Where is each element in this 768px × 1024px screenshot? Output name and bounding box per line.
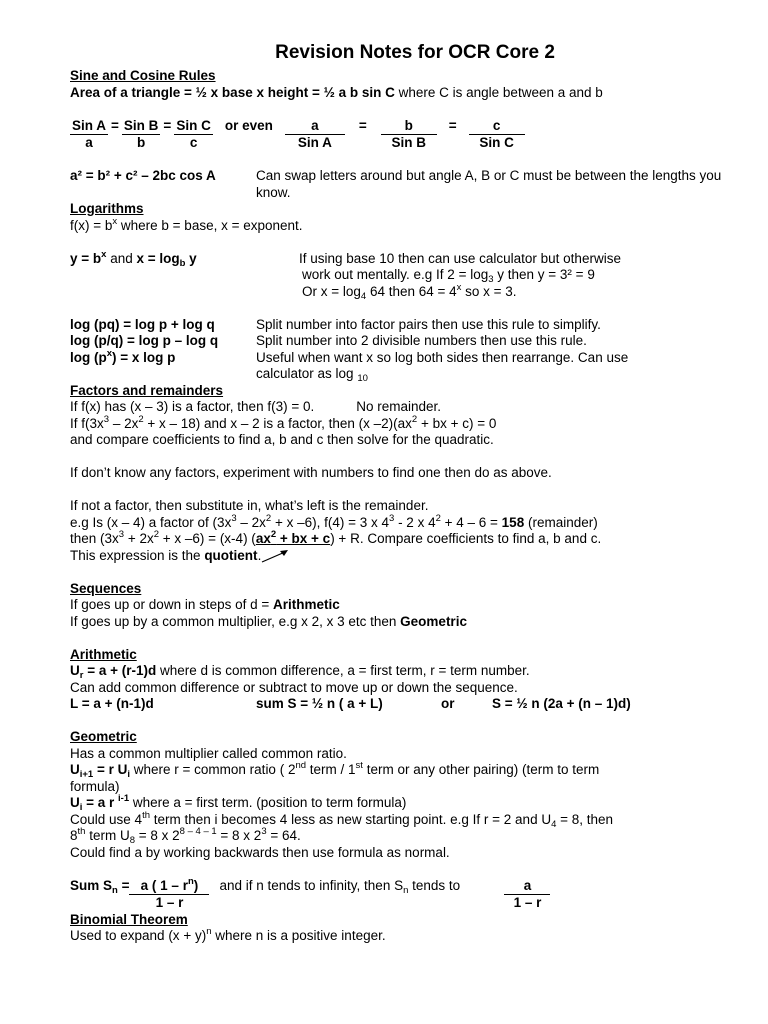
geo-line-6: Could find a by working backwards then use formula as normal. (70, 844, 450, 860)
sequence-line-2: If goes up by a common multiplier, e.g x 2, x 3 etc then Geometric (70, 613, 467, 629)
section-heading-geometric: Geometric (70, 729, 137, 744)
cosine-rule-line (70, 168, 730, 201)
log-note-2: work out mentally. e.g If $2 = \log_3 y$ then y = 3² = 9 (302, 267, 595, 285)
sine-rule-line: $\frac{\text{Sin A}}{a}$ = $\frac{\text{Sin B}}{b}$ = $\frac{\text{Sin C}}{c}$ or even $\frac{a}{\text{Sin A}}$ = $\frac{b}{\text{Sin B}}$ = $\frac{c}{\text{Sin C}}$ (70, 118, 730, 152)
or-even-text: or even (224, 117, 273, 133)
area-formula-line (70, 85, 730, 102)
factor-line-5: If not a factor, then substitute in, what’s left is the remainder. (70, 498, 429, 513)
arith-line-2: Can add common difference or subtract to move up or down the sequence. (70, 679, 518, 695)
section-heading-arithmetic: Arithmetic (70, 646, 137, 662)
binomial-line-1: Used to expand $(x + y)^n$ where n is a positive integer. (70, 926, 386, 943)
quotient-expression: $ax^2$ + bx + c (255, 529, 331, 546)
geo-line-4: Could use 4th term then i becomes 4 less as new starting point. e.g If r = 2 and $U_4 = 8$, then (70, 809, 614, 830)
factor-line-8: This expression is the quotient. (70, 548, 730, 565)
geo-line-5: 8th term $U_8 = 8$ x $2^{8 - 4 - 1} = 8$ x $2^3 = 64$. (70, 826, 301, 846)
cosine-rule-note: Can swap letters around but angle A, B or C must be between the lengths you know. (256, 168, 722, 200)
geo-infinity-fraction: $\frac{a}{1 - r}$ (504, 878, 550, 911)
geo-line-2: $U_{i+1} = r$ $U_i$ where r = common ratio ( 2nd term / 1st term or any other pairing) (term to term (70, 760, 600, 780)
factor-line-1: If f(x) has (x – 3) is a factor, then f(3) = 0. No remainder. (70, 399, 442, 414)
notes-page (70, 42, 730, 945)
cosine-rule: a² = b² + c² – 2bc cos A (70, 168, 216, 183)
factor-line-7: then ($3x^3 + 2x^2 + x$ –6) = (x-4) ($ax^2$ + bx + c) + R. Compare coefficients to find a, b and c. (70, 529, 602, 546)
log-relation-line: $y = b^x$ and $x = \log_b y$ If using base 10 then can use calculator but otherwise (70, 248, 621, 269)
log-definition: $f(x) = b^x$ where b = base, x = exponent. (70, 215, 303, 233)
sine-rule-term-b: $\frac{\text{Sin B}}{b}$ (123, 117, 159, 150)
geo-line-2b: formula) (70, 778, 120, 794)
section-heading-factors: Factors and remainders (70, 382, 224, 398)
area-note: where C is angle between a and b (394, 84, 603, 100)
section-heading-logarithms: Logarithms (70, 201, 144, 216)
factor-line-4: If don’t know any factors, experiment with numbers to find one then do as above. (70, 465, 552, 480)
log-law-power: $\log (p^x) = x$ log p Useful when want x so log both sides then rearrange. Can use calculator as log $_{10}$ (70, 347, 629, 384)
arith-line-3: L = a + (n-1)d sum S = ½ n ( a + L) or S = ½ n (2a + (n – 1)d) (70, 696, 631, 711)
factor-line-3: and compare coefficients to find a, b and c then solve for the quadratic. (70, 432, 494, 447)
sequence-line-1: If goes up or down in steps of d = Arithmetic (70, 597, 340, 612)
sine-rule-inverse-c: $\frac{c}{\text{Sin C}}$ (469, 118, 525, 151)
geo-line-1: Has a common multiplier called common ratio. (70, 745, 347, 761)
log-law-product: log (pq) = log p + log q Split number into factor pairs then use this rule to simplify. (70, 316, 601, 332)
section-heading-sequences: Sequences (70, 580, 142, 596)
log-note-3: Or $x = \log_4 64$ then $64 = 4^x$ so x = 3. (302, 281, 517, 302)
section-heading-sine-cosine: Sine and Cosine Rules (70, 68, 216, 83)
geo-sum-line: Sum $S_n$ = $\frac{a ( 1 - r^n)}{1 - r}$ and if n tends to infinity, then $S_n$ tends to $\frac{a}{1 - r}$ (70, 878, 730, 912)
page-title: Revision Notes for OCR Core 2 (275, 42, 555, 63)
arith-line-1: $U_r = a + (r-1)d$ where d is common difference, a = first term, r = term number. (70, 663, 530, 681)
section-heading-binomial: Binomial Theorem (70, 911, 188, 927)
sine-rule-inverse-b: $\frac{b}{\text{Sin B}}$ (381, 118, 437, 151)
factor-line-6: e.g Is (x – 4) a factor of ($3x^3 - 2x^2 + x$ –6), f(4) = 3 x $4^3 - 2$ x $4^2 + 4 - 6 = 158$ (remainder) (70, 512, 598, 530)
sine-rule-term-c: $\frac{\text{Sin C}}{c}$ (176, 117, 211, 150)
log-note-1: If using base 10 then can use calculator but otherwise (299, 250, 621, 266)
geo-line-3: $U_i = a$ r $^{i-1}$ where a = first term. (position to term formula) (70, 793, 407, 813)
sine-rule-inverse-a: $\frac{a}{\text{Sin A}}$ (285, 118, 345, 151)
arrow-icon (261, 549, 289, 563)
sine-rule-term-a: $\frac{\text{Sin A}}{a}$ (72, 117, 107, 150)
factor-line-2: If $f(3x^3 - 2x^2 + x - 18)$ and x – 2 is a factor, then (x $-2)(ax^2$ + bx + c) = 0 (70, 413, 497, 431)
area-formula: Area of a triangle = ½ x base x height = ½ a b sin C (70, 84, 395, 100)
geo-sum-fraction: $\frac{a ( 1 - r^n)}{1 - r}$ (129, 878, 209, 911)
log-law-quotient: log (p/q) = log p – log q Split number into 2 divisible numbers then use this rule. (70, 333, 587, 348)
